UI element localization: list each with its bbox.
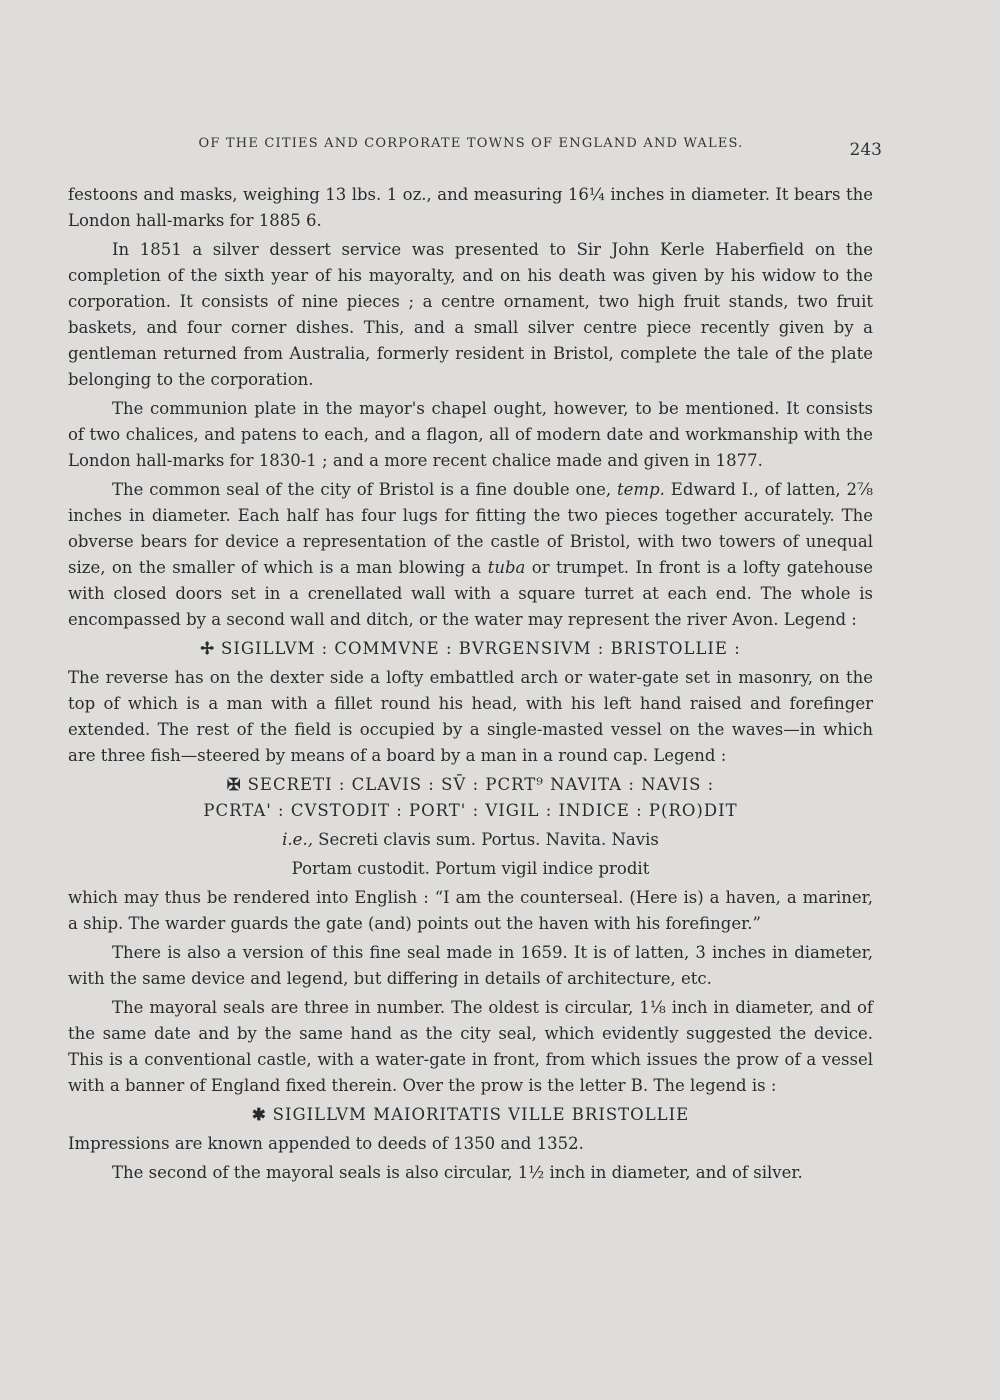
paragraph-4 bbox=[68, 477, 873, 633]
page-number: 243 bbox=[849, 140, 882, 160]
paragraph-5: The reverse has on the dexter side a lofty embattled arch or water-gate set in masonry, on the top of which is a man with a fillet round his head, with his left hand raised and forefinger extended. The rest of the field is occupied by a single-masted vessel on the waves—in which are three fish—steered by means of a board by a man in a round cap. Legend : bbox=[68, 668, 873, 765]
legend-obverse-text: SIGILLVM : COMMVNE : BVRGENSIVM : BRISTOLLIE : bbox=[221, 639, 741, 658]
paragraph-3: The communion plate in the mayor's chapel ought, however, to be mentioned. It consists of two chalices, and patens to each, and a flagon, all of modern date and workmanship with the London hall-marks for 1830-1 ; and a more recent chalice made and given in 1877. bbox=[68, 399, 873, 470]
seal-legend-reverse-line-2: PCRTA' : CVSTODIT : PORT' : VIGIL : INDICE : P(RO)DIT bbox=[203, 801, 738, 820]
page-header bbox=[70, 132, 882, 160]
latin-expansion-text-1: Secreti clavis sum. Portus. Navita. Navis bbox=[312, 830, 659, 849]
ie-italic: i.e., bbox=[282, 830, 313, 849]
legend-mayoral-text: SIGILLVM MAIORITATIS VILLE BRISTOLLIE bbox=[272, 1105, 690, 1124]
paragraph-10: The second of the mayoral seals is also circular, 1½ inch in diameter, and of silver. bbox=[112, 1163, 803, 1182]
paragraph-2: In 1851 a silver dessert service was presented to Sir John Kerle Haberfield on the completion of the sixth year of his mayoralty, and on his death was given by his widow to the corporation. It consists of nine pieces ; a centre ornament, two high fruit stands, two fruit baskets, and four corner dishes. This, and a small silver centre piece recently given by a gentleman returned from Australia, formerly resident in Bristol, complete the tale of the plate belonging to the corporation. bbox=[68, 240, 873, 389]
paragraph-8: The mayoral seals are three in number. The oldest is circular, 1⅛ inch in diameter, and of the same date and by the same hand as the city seal, which evidently suggested the device. This is a conventional castle, with a water-gate in front, from which issues the prow of a vessel with a banner of England fixed therein. Over the prow is the letter B. The legend is : bbox=[68, 998, 873, 1095]
paragraph-1: festoons and masks, weighing 13 lbs. 1 oz., and measuring 16¼ inches in diameter. It bears the London hall-marks for 1885 6. bbox=[68, 185, 873, 230]
latin-expansion-line-2: Portam custodit. Portum vigil indice prodit bbox=[291, 859, 650, 878]
paragraph-9: Impressions are known appended to deeds of 1350 and 1352. bbox=[68, 1134, 584, 1153]
paragraph-4-part-b: Edward I., of latten, 2⅞ inches in diameter. Each half has four lugs for fitting the two pieces together accurately. The obverse bears for device a representation of the castle of Bristol, with two towers of unequal size, on the smaller of which is a man blowing a bbox=[68, 480, 873, 577]
paragraph-4-part-a: The common seal of the city of Bristol is a fine double one, bbox=[112, 480, 618, 499]
tuba-italic: tuba bbox=[487, 558, 526, 577]
page-body bbox=[68, 182, 873, 1189]
cross-icon: ✢ bbox=[200, 639, 216, 658]
legend-reverse-text-1: SECRETI : CLAVIS : SV̄ : PCRT⁹ NAVITA : NAVIS : bbox=[247, 775, 715, 794]
seal-legend-reverse-line-1 bbox=[68, 772, 873, 798]
paragraph-6: which may thus be rendered into English : “I am the counterseal. (Here is) a haven, a mariner, a ship. The warder guards the gate (and) points out the haven with his forefinger.” bbox=[68, 888, 873, 933]
running-head: OF THE CITIES AND CORPORATE TOWNS OF ENGLAND AND WALES. bbox=[198, 136, 744, 151]
paragraph-4-part-c: or trumpet. In front is a lofty gatehouse with closed doors set in a crenellated wall with a square turret at each end. The whole is encompassed by a second wall and ditch, or the water may represent the river Avon. Legend : bbox=[68, 558, 873, 629]
paragraph-7: There is also a version of this fine seal made in 1659. It is of latten, 3 inches in diameter, with the same device and legend, but differing in details of architecture, etc. bbox=[68, 943, 873, 988]
latin-expansion-line-1 bbox=[68, 827, 873, 853]
seal-legend-obverse bbox=[68, 636, 873, 662]
cross-pattee-icon: ✠ bbox=[226, 775, 242, 794]
seal-legend-mayoral bbox=[68, 1102, 873, 1128]
asterisk-icon: ✱ bbox=[251, 1105, 267, 1124]
temp-italic: temp. bbox=[617, 480, 665, 499]
